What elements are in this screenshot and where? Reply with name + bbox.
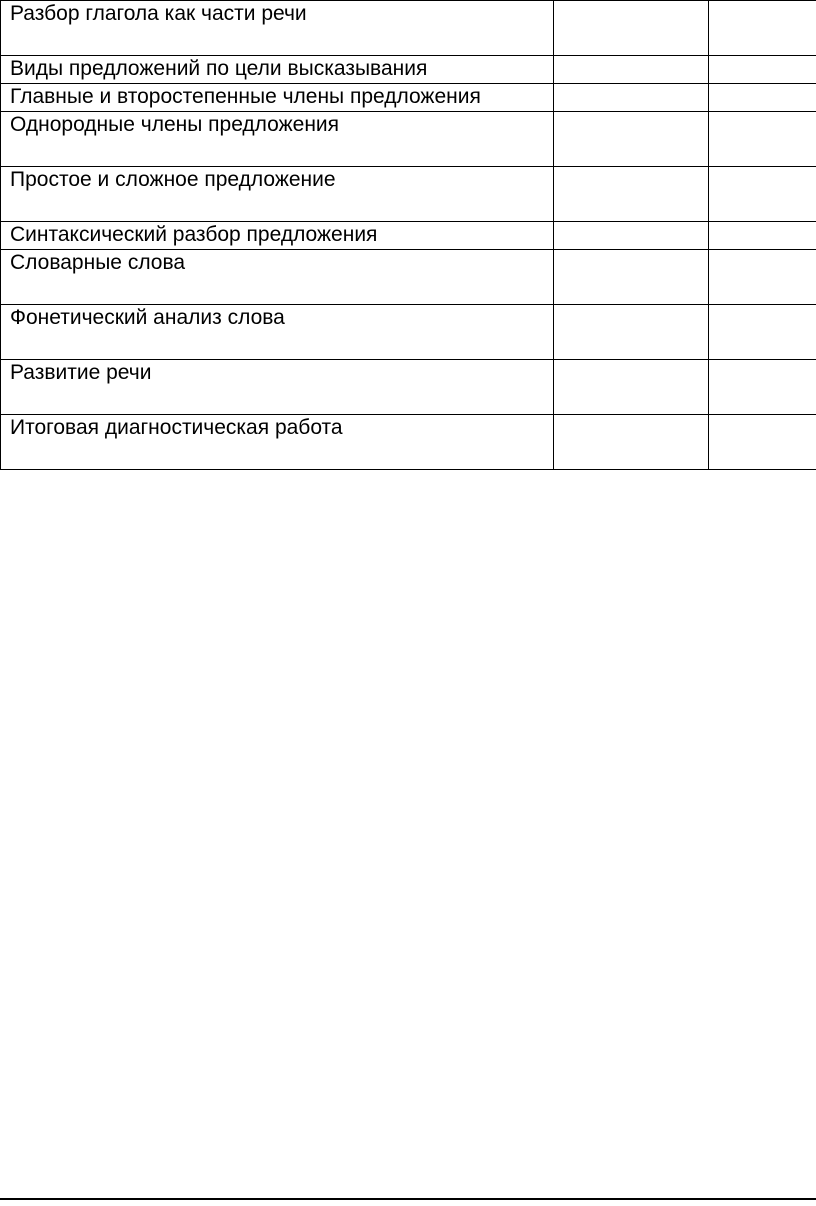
date-plan-cell [554,222,709,250]
lesson-topics-table [0,0,816,470]
table-row [1,84,816,112]
date-plan-cell [554,305,709,360]
topic-cell [1,415,554,470]
date-plan-cell [554,167,709,222]
topic-text: Фонетический анализ слова [10,306,285,329]
topic-text: Синтаксический разбор предложения [10,223,378,246]
table-row [1,112,816,167]
date-fact-cell [709,222,816,250]
date-fact-cell [709,56,816,84]
topic-cell [1,305,554,360]
date-fact-cell [709,415,816,470]
table-row [1,360,816,415]
table-row [1,415,816,470]
date-fact-cell [709,1,816,56]
topic-cell [1,112,554,167]
topic-text: Однородные члены предложения [10,113,340,136]
topic-text: Простое и сложное предложение [10,168,336,191]
page-footer-divider [0,1198,816,1200]
topic-cell [1,222,554,250]
topic-text: Словарные слова [10,251,186,274]
topic-text: Главные и второстепенные члены предложения [10,85,481,108]
date-fact-cell [709,305,816,360]
topic-cell [1,56,554,84]
date-plan-cell [554,84,709,112]
table-row [1,250,816,305]
date-fact-cell [709,360,816,415]
table-row [1,56,816,84]
table-row [1,167,816,222]
topic-cell [1,1,554,56]
topic-cell [1,250,554,305]
date-plan-cell [554,56,709,84]
topic-text: Итоговая диагностическая работа [10,416,343,439]
date-plan-cell [554,1,709,56]
date-plan-cell [554,415,709,470]
date-fact-cell [709,167,816,222]
date-plan-cell [554,250,709,305]
topic-cell [1,84,554,112]
table-row [1,222,816,250]
date-fact-cell [709,250,816,305]
table-row [1,305,816,360]
date-plan-cell [554,112,709,167]
date-plan-cell [554,360,709,415]
topic-cell [1,360,554,415]
date-fact-cell [709,84,816,112]
topic-text: Разбор глагола как части речи [10,2,307,25]
topic-text: Развитие речи [10,361,152,384]
date-fact-cell [709,112,816,167]
topic-cell [1,167,554,222]
topic-text: Виды предложений по цели высказывания [10,57,428,80]
table-row [1,1,816,56]
